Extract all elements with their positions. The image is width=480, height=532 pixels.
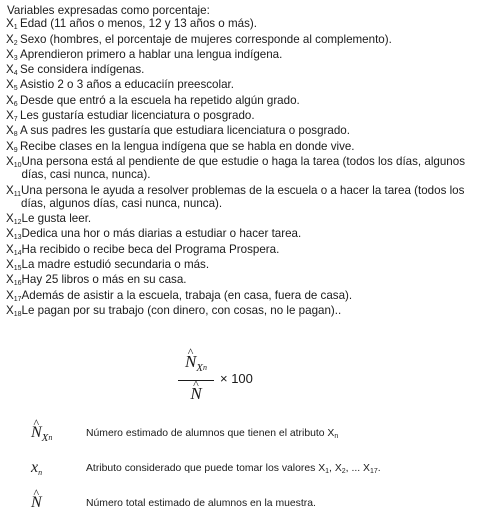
variable-id-subscript: 11 [13, 190, 22, 198]
variable-item [6, 227, 476, 240]
variable-id-subscript: 14 [13, 249, 22, 257]
variable-item [6, 212, 476, 225]
numerator-symbol: ^ N [185, 352, 196, 372]
variable-id-subscript: 10 [13, 161, 22, 169]
variable-id [6, 78, 20, 91]
variable-id-subscript: 5 [13, 85, 18, 93]
variable-id-subscript: 1 [13, 24, 18, 32]
variable-text: Edad (11 años o menos, 12 y 13 años o más). [20, 17, 257, 31]
variable-item [6, 48, 476, 61]
variable-id [6, 243, 22, 256]
variable-item [6, 155, 476, 182]
legend-desc-text: , X [329, 463, 342, 474]
variable-id-subscript: 8 [13, 131, 18, 139]
variable-id [6, 258, 22, 271]
variable-id-letter: X [6, 93, 14, 107]
numerator-subscript: X [196, 362, 204, 374]
variable-id-subscript: 7 [13, 116, 18, 124]
variable-id [6, 94, 20, 107]
variable-text: Se considera indígenas. [20, 63, 145, 77]
variable-id-subscript: 17 [13, 295, 22, 303]
legend-desc-sub: 2 [341, 468, 346, 475]
intro-text: Variables expresadas como porcentaje: [7, 4, 210, 17]
variable-id-letter: X [6, 288, 14, 302]
legend-desc-text: . [377, 463, 381, 474]
variable-text: La madre estudió secundaria o más. [21, 258, 210, 272]
variable-text: Hay 25 libros o más en su casa. [21, 273, 187, 287]
variable-item [6, 124, 476, 137]
legend-symbol-main: x [31, 459, 39, 476]
variable-id-letter: X [6, 212, 14, 226]
variable-id-letter: X [6, 242, 14, 256]
variable-item [6, 33, 476, 46]
variable-id [6, 140, 20, 153]
legend-description [86, 497, 316, 510]
variable-item [6, 94, 476, 107]
variable-id-subscript: 9 [13, 146, 18, 154]
legend-row [31, 493, 471, 523]
variable-item [6, 17, 476, 30]
variable-id-letter: X [6, 78, 14, 92]
variable-id-subscript: 13 [13, 234, 22, 242]
variables-list [6, 17, 476, 317]
variable-item [6, 140, 476, 153]
legend-description [86, 462, 381, 475]
variable-id [6, 184, 21, 197]
legend-symbol [31, 423, 52, 448]
variable-item [6, 258, 476, 271]
variable-id-letter: X [6, 109, 14, 123]
variable-text: Les gustaría estudiar licenciatura o posgrado. [20, 109, 255, 123]
variable-id [6, 289, 22, 302]
legend-description [86, 427, 338, 440]
variable-id [6, 227, 22, 240]
legend-desc-sub: n [334, 433, 339, 440]
document [6, 4, 476, 319]
variable-item [6, 109, 476, 122]
legend-symbol-main: ^ N [31, 493, 42, 513]
variable-text: Una persona está al pendiente de que estudie o haga la tarea (todos los días, algunos días, casi nunca, nunca). [21, 154, 465, 182]
variable-id [6, 17, 20, 30]
variable-text: Además de asistir a la escuela, trabaja (en casa, fuera de casa). [21, 288, 353, 302]
variable-text: Asistio 2 o 3 años a educaciín preescolar. [20, 78, 234, 92]
variable-item [6, 63, 476, 76]
variable-text: Sexo (hombres, el porcentaje de mujeres corresponde al complemento). [20, 32, 392, 46]
variable-id-letter: X [6, 32, 14, 46]
legend-symbol-sub: X [41, 432, 49, 444]
legend-symbol-sub: n [38, 468, 43, 477]
variable-id-subscript: 2 [13, 39, 18, 47]
legend-symbol [31, 458, 42, 483]
variable-id-letter: X [6, 154, 14, 168]
variable-item [6, 243, 476, 256]
legend [31, 423, 471, 528]
variable-text: Ha recibido o recibe beca del Programa Prospera. [21, 242, 280, 256]
variable-id [6, 33, 20, 46]
variable-id-subscript: 15 [13, 265, 22, 273]
variable-id [6, 273, 22, 286]
variable-id [6, 109, 20, 122]
variable-id-letter: X [6, 258, 14, 272]
variable-id-subscript: 3 [13, 54, 18, 62]
variable-id-letter: X [6, 124, 14, 138]
variable-item [6, 78, 476, 91]
formula [178, 352, 253, 404]
variable-id [6, 212, 22, 225]
formula-multiplier: × 100 [220, 370, 253, 386]
variable-item [6, 289, 476, 302]
denominator-symbol: ^ N [190, 384, 201, 404]
variable-id [6, 155, 22, 168]
formula-denominator [190, 384, 201, 404]
variable-id-letter: X [6, 273, 14, 287]
variable-text: Desde que entró a la escuela ha repetido algún grado. [20, 93, 300, 107]
variable-text: Aprendieron primero a hablar una lengua indígena. [20, 47, 283, 61]
variable-id-subscript: 12 [13, 219, 22, 227]
variable-id [6, 63, 20, 76]
variable-id-letter: X [6, 139, 14, 153]
legend-desc-text: Número estimado de alumnos que tienen el atributo X [86, 428, 335, 439]
variable-id [6, 48, 20, 61]
legend-symbol-main: ^ N [31, 423, 42, 443]
variable-item [6, 184, 476, 211]
legend-desc-text: Número total estimado de alumnos en la muestra. [86, 498, 316, 509]
fraction [178, 352, 214, 404]
numerator-subsubscript: n [203, 363, 208, 372]
variable-text: Le gusta leer. [21, 212, 92, 226]
legend-row [31, 458, 471, 488]
variable-text: Le pagan por su trabajo (con dinero, con cosas, no le pagan).. [21, 303, 342, 317]
legend-symbol-subsub: n [48, 433, 53, 442]
variable-id-letter: X [6, 63, 14, 77]
variable-id [6, 304, 22, 317]
variable-id-letter: X [6, 303, 14, 317]
variable-id-letter: X [6, 17, 14, 31]
legend-desc-text: Atributo considerado que puede tomar los valores X [86, 463, 326, 474]
variable-id-subscript: 18 [13, 310, 22, 318]
legend-desc-text: , ... X [345, 463, 370, 474]
variable-item [6, 273, 476, 286]
legend-desc-sub: 1 [325, 468, 330, 475]
variable-id-letter: X [6, 227, 14, 241]
variable-id-letter: X [6, 183, 14, 197]
legend-row [31, 423, 471, 453]
variable-text: Dedica una hor o más diarias a estudiar o hacer tarea. [21, 227, 302, 241]
variable-item [6, 304, 476, 317]
legend-symbol [31, 493, 42, 513]
variable-id-subscript: 4 [13, 70, 18, 78]
variable-text: Recibe clases en la lengua indígena que se habla en donde vive. [20, 139, 355, 153]
variable-id-subscript: 6 [13, 100, 18, 108]
variable-id [6, 124, 20, 137]
legend-desc-sub: 17 [369, 468, 378, 475]
variable-id-letter: X [6, 47, 14, 61]
variable-text: Una persona le ayuda a resolver problemas de la escuela o a hacer la tarea (todos los días, algunos días, casi nunca, nunca). [21, 183, 465, 210]
variable-text: A sus padres les gustaría que estudiara licenciatura o posgrado. [20, 124, 350, 138]
variable-id-subscript: 16 [13, 280, 22, 288]
